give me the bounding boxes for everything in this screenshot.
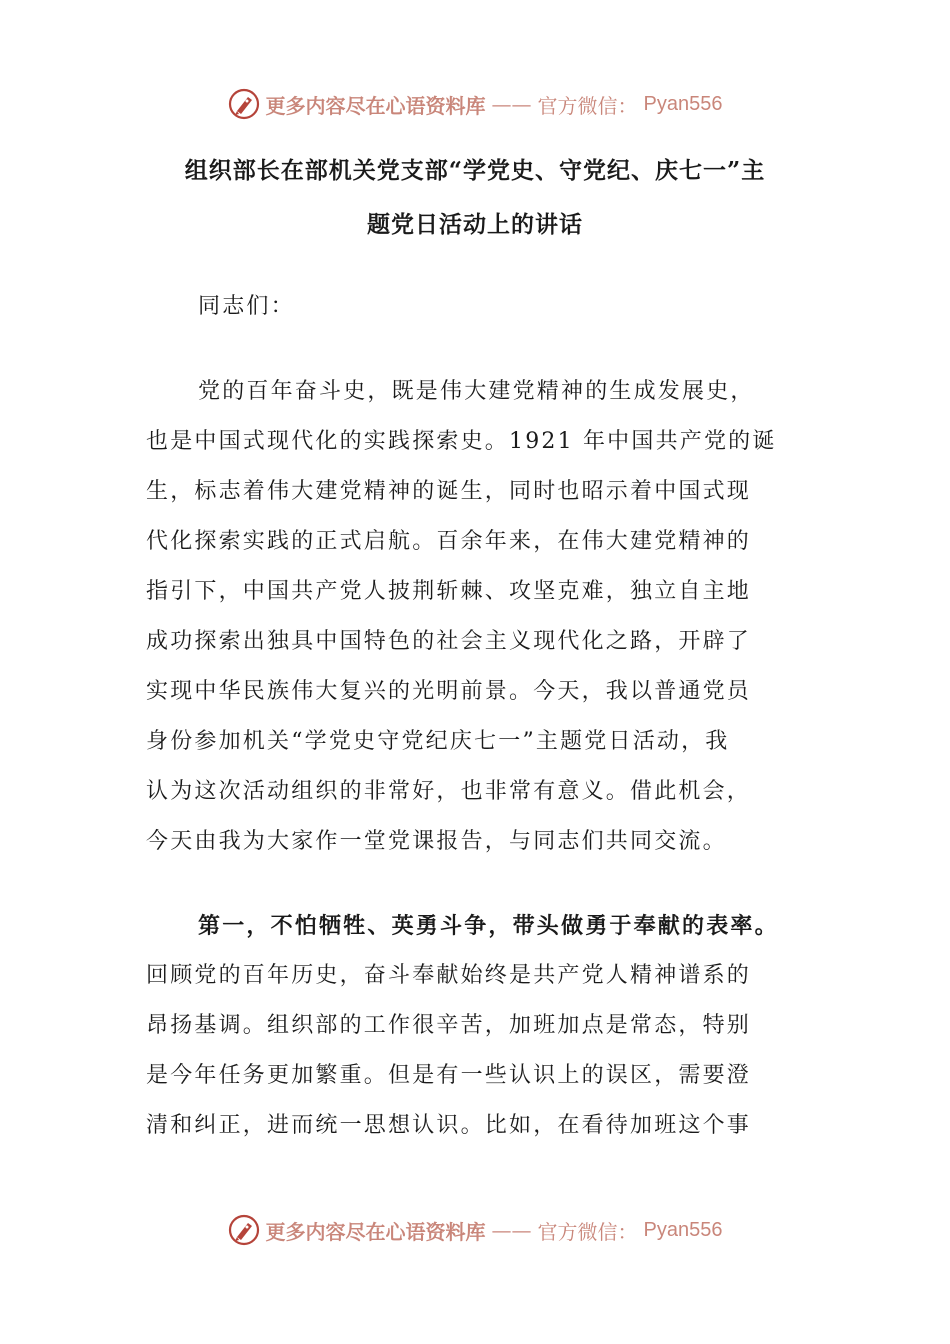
paragraph-line: 也是中国式现代化的实践探索史。1921 年中国共产党的诞 bbox=[146, 429, 777, 454]
watermark-official-label: 官方微信： bbox=[537, 93, 638, 118]
paragraph-line: 成功探索出独具中国特色的社会主义现代化之路，开辟了 bbox=[146, 629, 752, 654]
salutation bbox=[146, 282, 816, 332]
paragraph-line: 今天由我为大家作一堂党课报告，与同志们共同交流。 bbox=[146, 829, 727, 854]
paragraph-line: 党的百年奋斗史，既是伟大建党精神的生成发展史， bbox=[198, 379, 755, 404]
document-title bbox=[140, 144, 810, 252]
watermark-account-id: Pyan556 bbox=[643, 1218, 723, 1241]
pen-nib-icon bbox=[228, 88, 260, 120]
paragraph-line: 认为这次活动组织的非常好，也非常有意义。借此机会， bbox=[146, 779, 752, 804]
paragraph-line: 生，标志着伟大建党精神的诞生，同时也昭示着中国式现 bbox=[146, 479, 752, 504]
paragraph-1 bbox=[146, 367, 816, 867]
paragraph-line: 代化探索实践的正式启航。百余年来，在伟大建党精神的 bbox=[146, 529, 752, 554]
paragraph-line: 是今年任务更加繁重。但是有一些认识上的误区，需要澄 bbox=[146, 1063, 752, 1088]
salutation-text: 同志们： bbox=[198, 294, 295, 319]
watermark-brand: 更多内容尽在心语资料库 bbox=[265, 1219, 486, 1244]
pen-nib-icon bbox=[228, 1214, 260, 1246]
watermark-header bbox=[0, 86, 950, 122]
title-line-1: 组织部长在部机关党支部“学党史、守党纪、庆七一”主 bbox=[184, 157, 766, 184]
paragraph-line: 昂扬基调。组织部的工作很辛苦，加班加点是常态，特别 bbox=[146, 1013, 752, 1038]
section-1 bbox=[146, 901, 816, 1151]
paragraph-line: 身份参加机关“学党史守党纪庆七一”主题党日活动，我 bbox=[146, 729, 730, 754]
paragraph-line: 回顾党的百年历史，奋斗奉献始终是共产党人精神谱系的 bbox=[146, 963, 752, 988]
watermark-separator: —— bbox=[491, 92, 532, 116]
watermark-official-label: 官方微信： bbox=[537, 1219, 638, 1244]
paragraph-line: 指引下，中国共产党人披荆斩棘、攻坚克难，独立自主地 bbox=[146, 579, 752, 604]
paragraph-line: 实现中华民族伟大复兴的光明前景。今天，我以普通党员 bbox=[146, 679, 752, 704]
watermark-brand: 更多内容尽在心语资料库 bbox=[265, 93, 486, 118]
watermark-footer bbox=[0, 1212, 950, 1248]
watermark-separator: —— bbox=[491, 1218, 532, 1242]
section-heading: 第一，不怕牺牲、英勇斗争，带头做勇于奉献的表率。 bbox=[198, 913, 779, 939]
watermark-account-id: Pyan556 bbox=[643, 92, 723, 115]
paragraph-line: 清和纠正，进而统一思想认识。比如，在看待加班这个事 bbox=[146, 1113, 752, 1138]
title-line-2: 题党日活动上的讲话 bbox=[367, 211, 583, 238]
